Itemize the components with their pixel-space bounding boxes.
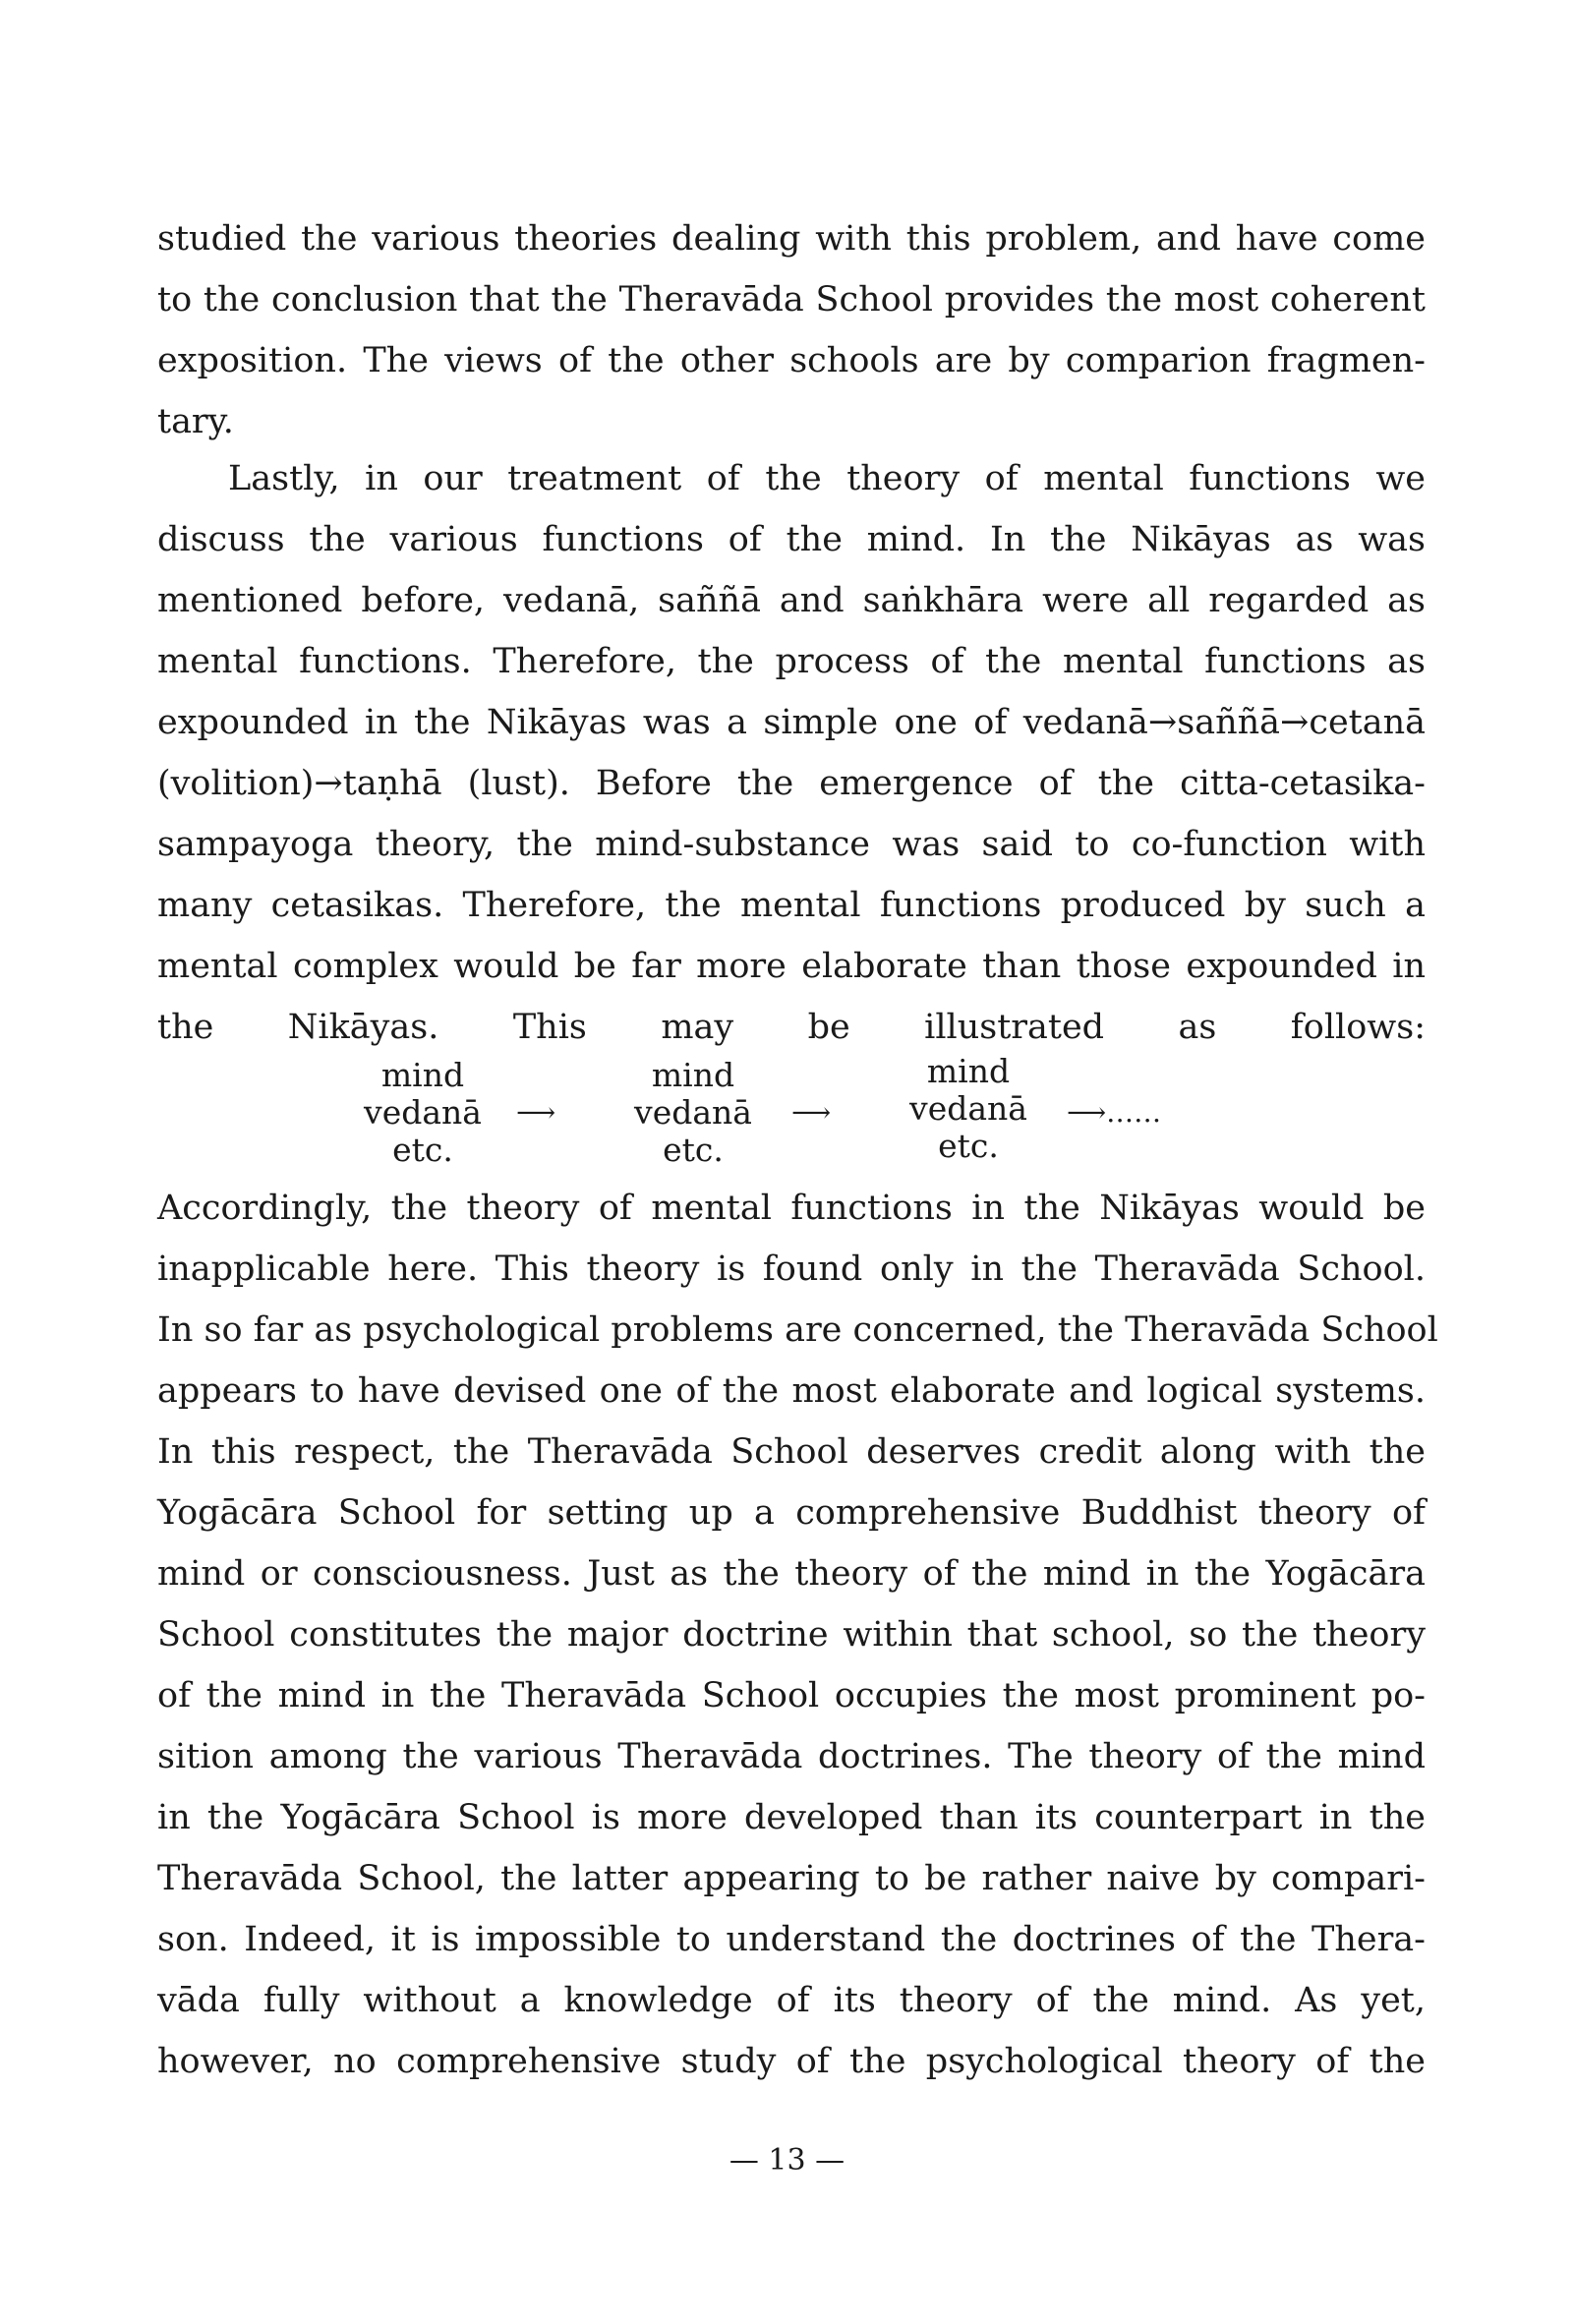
node-label: etc. xyxy=(663,1131,724,1169)
paragraph-3 xyxy=(157,1178,1438,2092)
text-line: son. Indeed, it is impossible to understand the doctrines of the Thera- xyxy=(157,1920,1426,1959)
text-line: mind or consciousness. Just as the theory of the mind in the Yogācāra xyxy=(157,1554,1426,1594)
node-label: mind xyxy=(380,1056,465,1094)
text-line: School constitutes the major doctrine within that school, so the theory xyxy=(157,1615,1426,1655)
text-line: discuss the various functions of the mind. In the Nikāyas as was xyxy=(157,520,1426,559)
text-line: Theravāda School, the latter appearing to be rather naive by compari- xyxy=(157,1859,1426,1898)
node-label: etc. xyxy=(938,1127,999,1165)
page-number: — 13 — xyxy=(729,2143,845,2178)
text-line: however, no comprehensive study of the psychological theory of the xyxy=(157,2042,1426,2081)
diagram-node xyxy=(624,1057,762,1169)
node-label: mind xyxy=(651,1056,735,1094)
text-line: In so far as psychological problems are concerned, the Theravāda School xyxy=(157,1310,1438,1350)
text-line: mental functions. Therefore, the process of the mental functions as xyxy=(157,642,1426,681)
text-line: of the mind in the Theravāda School occupies the most prominent po- xyxy=(157,1676,1426,1715)
mental-functions-diagram xyxy=(354,1052,1239,1175)
arrow-icon: ⟶ xyxy=(516,1096,556,1129)
text-line: In this respect, the Theravāda School deserves credit along with the xyxy=(157,1432,1426,1472)
text-line: (volition)→taṇhā (lust). Before the emergence of the citta-cetasika- xyxy=(157,764,1426,803)
diagram-node xyxy=(900,1053,1037,1165)
text-line: in the Yogācāra School is more developed than its counterpart in the xyxy=(157,1798,1426,1837)
arrow-icon: ⟶ xyxy=(791,1096,832,1129)
node-label: mind xyxy=(926,1052,1011,1090)
text-line: inapplicable here. This theory is found only in the Theravāda School. xyxy=(157,1249,1426,1289)
text-line: the Nikāyas. This may be illustrated as follows: xyxy=(157,1008,1426,1047)
node-label: etc. xyxy=(392,1131,453,1169)
text-line: tary. xyxy=(157,402,234,441)
node-label: vedanā xyxy=(909,1089,1027,1128)
text-line: exposition. The views of the other schools are by comparion fragmen- xyxy=(157,341,1426,380)
text-line: studied the various theories dealing with this problem, and have come xyxy=(157,219,1426,259)
node-label: vedanā xyxy=(364,1093,482,1132)
text-line: many cetasikas. Therefore, the mental functions produced by such a xyxy=(157,886,1426,925)
text-line: mentioned before, vedanā, saññā and saṅkhāra were all regarded as xyxy=(157,581,1426,620)
paragraph-1 xyxy=(157,208,1426,452)
diagram-node xyxy=(354,1057,492,1169)
text-line: mental complex would be far more elaborate than those expounded in xyxy=(157,947,1426,986)
text-line: appears to have devised one of the most elaborate and logical systems. xyxy=(157,1371,1426,1411)
paragraph-2 xyxy=(157,448,1426,1058)
text-line: expounded in the Nikāyas was a simple one of vedanā→saññā→cetanā xyxy=(157,703,1426,742)
text-line: to the conclusion that the Theravāda School provides the most coherent xyxy=(157,280,1426,320)
node-label: vedanā xyxy=(634,1093,752,1132)
arrow-continuation-icon: ⟶…… xyxy=(1067,1096,1162,1129)
text-line: sampayoga theory, the mind-substance was said to co-function with xyxy=(157,825,1426,864)
text-line: vāda fully without a knowledge of its theory of the mind. As yet, xyxy=(157,1981,1426,2020)
text-line: sition among the various Theravāda doctrines. The theory of the mind xyxy=(157,1737,1426,1776)
text-line: Yogācāra School for setting up a comprehensive Buddhist theory of xyxy=(157,1493,1426,1533)
text-line: Accordingly, the theory of mental functions in the Nikāyas would be xyxy=(157,1189,1426,1228)
text-line: Lastly, in our treatment of the theory of mental functions we xyxy=(228,459,1426,498)
